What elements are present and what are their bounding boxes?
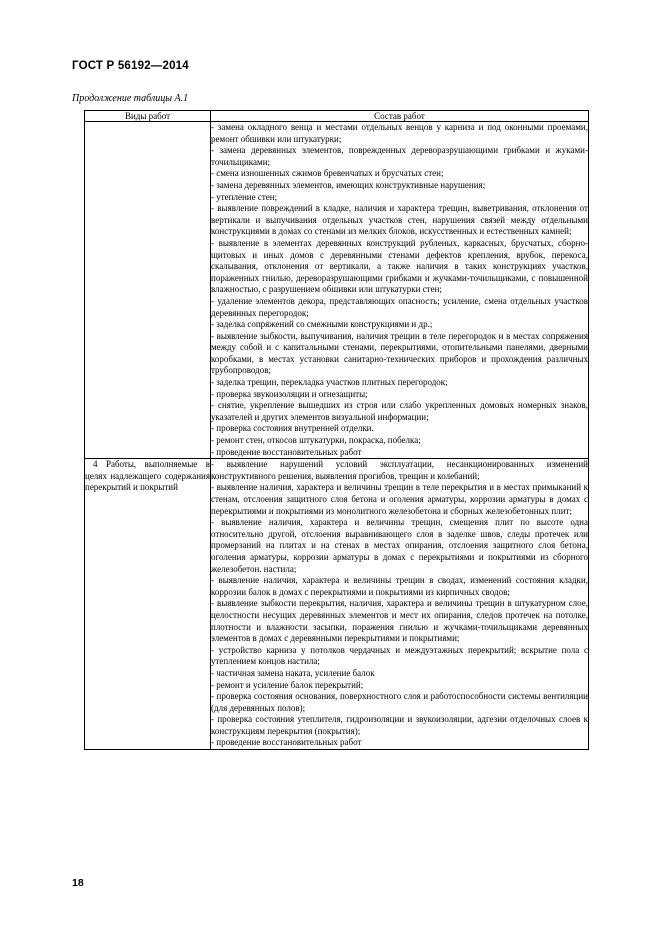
table-caption: Продолжение таблицы А.1 xyxy=(72,93,189,104)
table-row xyxy=(85,122,589,459)
row-kind-cell xyxy=(85,122,211,459)
column-header-composition: Состав работ xyxy=(211,111,589,122)
row-works-cell: - замена окладного венца и местами отдельных венцов у карниза и под оконными проемами, ремонт обшивки или штукатурки; - замена деревянных элементов, поврежденных дереворазрушающими грибками и жуками-точильщиками; - смена изношенных сжимов бревенчатых и брусчатых стен; - замена деревянных элементов, имеющих конструктивные нарушения; - утепление стен; - выявление повреждений в кладке, наличия и характера трещин, выветривания, отклонения от вертикали и выпучивания отдельных участков стен, нарушения связей между отдельными конструкциями в домах со стенами из мелких блоков, искусственных и естественных камней; - выявление в элементах деревянных конструкций рубленых, каркасных, брусчатых, сборно-щитовых и иных домов с деревянными стенами дефектов крепления, врубок, перекоса, скалывания, отклонения от вертикали, а также наличия в таких конструкциях участков, пораженных гнилью, дереворазрушающими грибками и жучками-точильщиками, с повышенной влажностью, с разрушением обшивки или штукатурки стен; - удаление элементов декора, представляющих опасность; усиление, смена отдельных участков деревянных перегородок; - заделка сопряжений со смежными конструкциями и др.; - выявление зыбкости, выпучивания, наличия трещин в теле перегородок и в местах сопряжения между собой и с капитальными стенами, перекрытиями, отопительными панелями, дверными коробками, в местах установки санитарно-технических приборов и прохождения различных трубопроводов; - заделка трещин, перекладка участков плитных перегородок; - проверка звукоизоляции и огнезащиты; - снятие, укрепление вышедших из строя или слабо укрепленных домовых номерных знаков, указателей и других элементов визуальной информации; - проверка состояния внутренней отделки. - ремонт стен, откосов штукатурки, покраска, побелка; - проведение восстановительных работ xyxy=(211,122,589,459)
table-header-row xyxy=(85,111,589,122)
row-works-cell: - выявление нарушений условий эксплуатации, несанкционированных изменений конструктивного решения, выявления прогибов, трещин и колебаний; - выявление наличия, характера и величины трещин в теле перекрытия и в местах примыканий к стенам, отслоения защитного слоя бетона и оголения арматуры, коррозии арматуры в домах с перекрытиями и покрытиями из монолитного железобетона и сборных железобетонных плит; - выявление наличия, характера и величины трещин, смещения плит по высоте одна относительно другой, отслоения выравнивающего слоя в заделке швов, следы протечек или промерзаний на плитах и на стенах в местах опирания, отслоения защитного слоя бетона, оголения арматуры, коррозии арматуры в домах с перекрытиями и покрытиями из сборного железобетон. настила; - выявление наличия, характера и величины трещин в сводах, изменений состояния кладки, коррозии балок в домах с перекрытиями и покрытиями из кирпичных сводов; - выявление зыбкости перекрытия, наличия, характера и величины трещин в штукатурном слое, целостности несущих деревянных элементов и мест их опирания, следов протечек на потолке, плотности и влажности засыпки, поражения гнилью и жучками-точильщиками деревянных элементов в домах с деревянными перекрытиями и покрытиями; - устройство карниза у потолков чердачных и междуэтажных перекрытий; вскрытие пола с утеплением концов настила; - частичная замена наката, усиление балок - ремонт и усиление балок перекрытий; - проверка состояния основания, поверхностного слоя и работоспособности системы вентиляции (для деревянных полов); - проверка состояния утеплителя, гидроизоляции и звукоизоляции, адгезии отделочных слоев к конструкциям перекрытия (покрытия); - проведение восстановительных работ xyxy=(211,459,589,750)
works-table xyxy=(84,110,589,750)
standard-number-header: ГОСТ Р 56192—2014 xyxy=(72,60,189,72)
table-row xyxy=(85,459,589,750)
page-number: 18 xyxy=(72,877,84,889)
row-kind-cell: 4 Работы, выполняемые в целях надлежащего содержания перекрытий и покрытий xyxy=(85,459,211,750)
column-header-kind: Виды работ xyxy=(85,111,211,122)
